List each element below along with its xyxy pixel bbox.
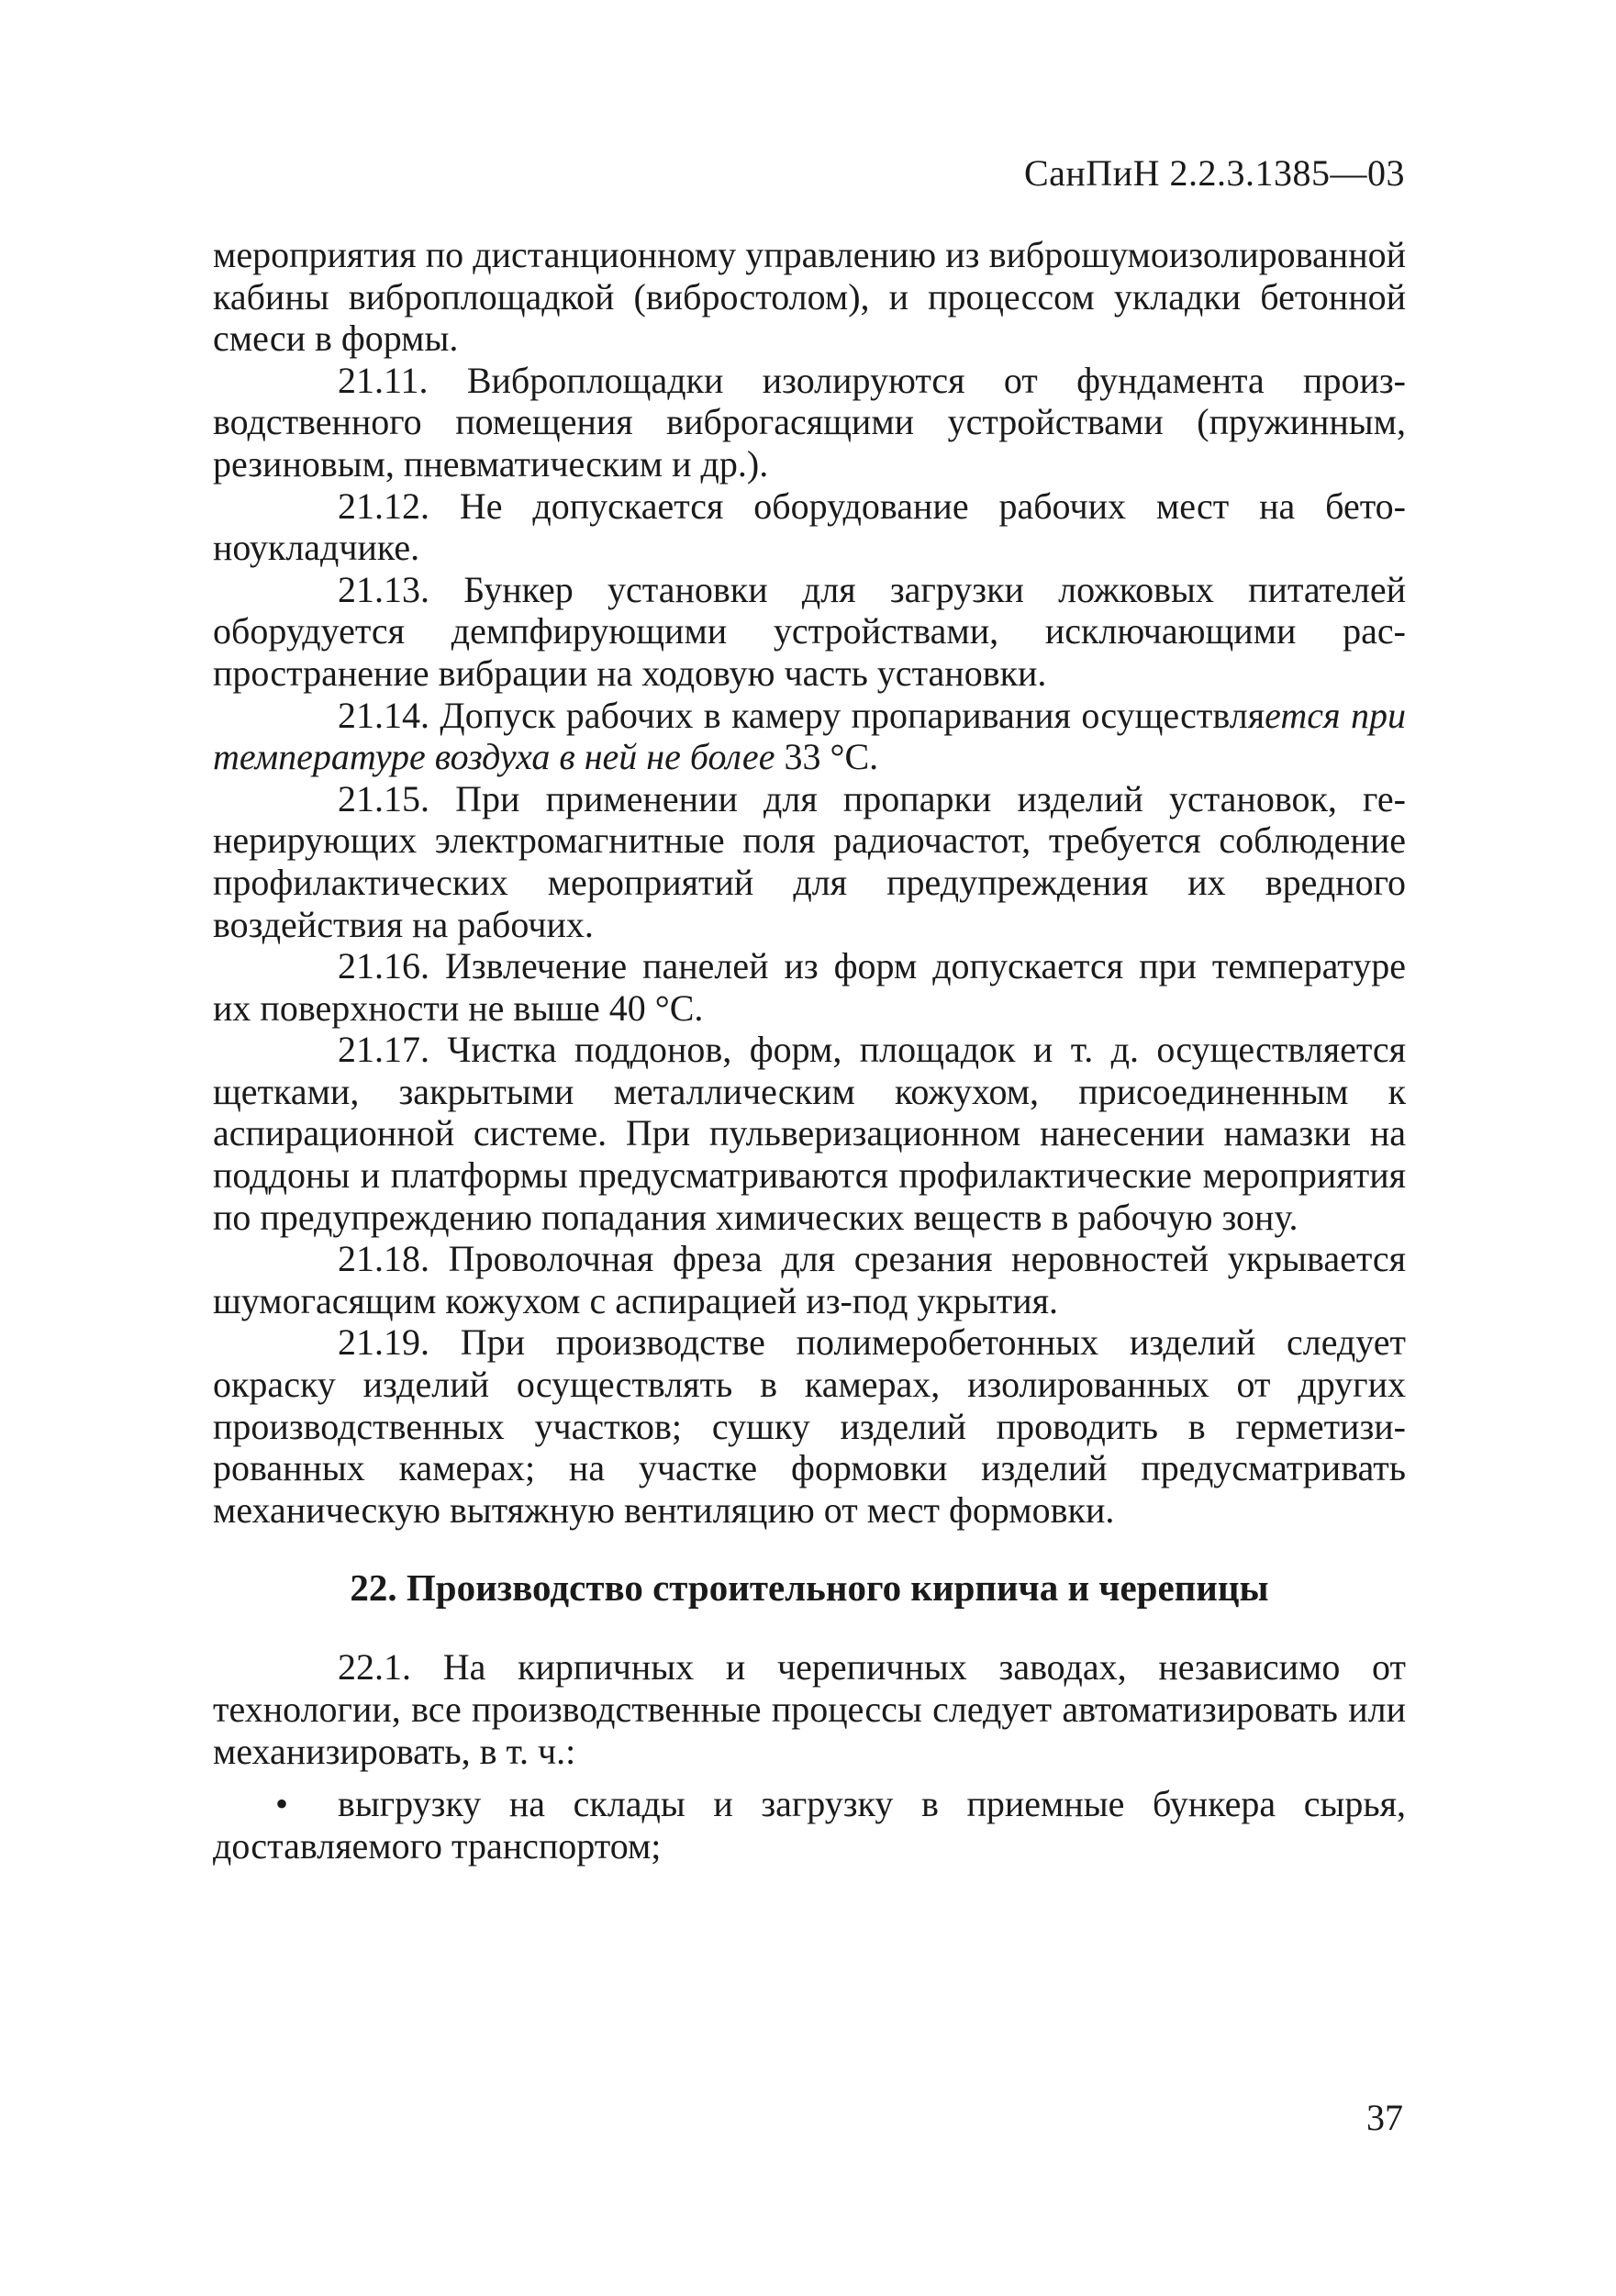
paragraph-21-11: 21.11. Виброплощадки изолируются от фундамента производственного помещения виброгасящими устройствами (пружинным, резиновым, пневматическим и др.). [213,359,1406,485]
paragraph-21-14-tail: 33 °С. [775,736,879,778]
paragraph-21-17: 21.17. Чистка поддонов, форм, площадок и т. д. осуществляется щетками, закрытыми металлическим кожухом, присоединенным к аспирационной системе. При пульверизационном нанесении намазки на поддоны и платформы предусматриваются профилактические мероприятия по предупреждению попадания химических веществ в рабочую зону. [213,1029,1406,1238]
paragraph-22-1: 22.1. На кирпичных и черепичных заводах, независимо от технологии, все производственные процессы следует автоматизировать или механизировать, в т. ч.: [213,1646,1406,1772]
paragraph-21-15: 21.15. При применении для пропарки изделий установок, генерирующих электромагнитные поля радиочастот, требуется соблюдение профилактических мероприятий для предупреждения их вредного воздействия на рабочих. [213,777,1406,945]
body-text [213,234,1406,1867]
paragraph-21-19: 21.19. При производстве полимеробетонных изделий следует окраску изделий осуществлять в камерах, изолированных от других производственных участков; сушку изделий проводить в герметизированных камерах; на участке формовки изделий предусматривать механическую вытяжную вентиляцию от мест формовки. [213,1321,1406,1531]
bullet-text: выгрузку на склады и загрузку в приемные бункера сырья, доставляемого транспортом; [213,1783,1406,1867]
section-title: 22. Производство строительного кирпича и черепицы [350,1566,1269,1610]
paragraph-21-14 [213,695,1406,778]
paragraph-21-12: 21.12. Не допускается оборудование рабочих мест на бетоноукладчике. [213,485,1406,569]
paragraph-continuation: мероприятия по дистанционному управлению из виброшумоизолированной кабины виброплощадкой (вибростолом), и процессом укладки бетонной смеси в формы. [213,234,1406,360]
paragraph-21-16: 21.16. Извлечение панелей из форм допускается при температуре их поверхности не выше 40 °С. [213,945,1406,1029]
paragraph-21-13: 21.13. Бункер установки для загрузки ложковых питателей оборудуется демпфирующими устройствами, исключающими распространение вибрации на ходовую часть установки. [213,568,1406,694]
paragraph-21-18: 21.18. Проволочная фреза для срезания неровностей укрывается шумогасящим кожухом с аспирацией из-под укрытия. [213,1238,1406,1321]
paragraph-21-14-italic: ется при температуре воздуха в ней не более [213,694,1406,778]
paragraph-21-14-lead: 21.14. Допуск рабочих в камеру пропаривания осуществля [338,694,1265,736]
bullet-list-item [213,1783,1406,1867]
document-code-header: СанПиН 2.2.3.1385—03 [1023,152,1405,194]
page-number: 37 [1366,2097,1403,2138]
bullet-marker: • [275,1783,289,1825]
